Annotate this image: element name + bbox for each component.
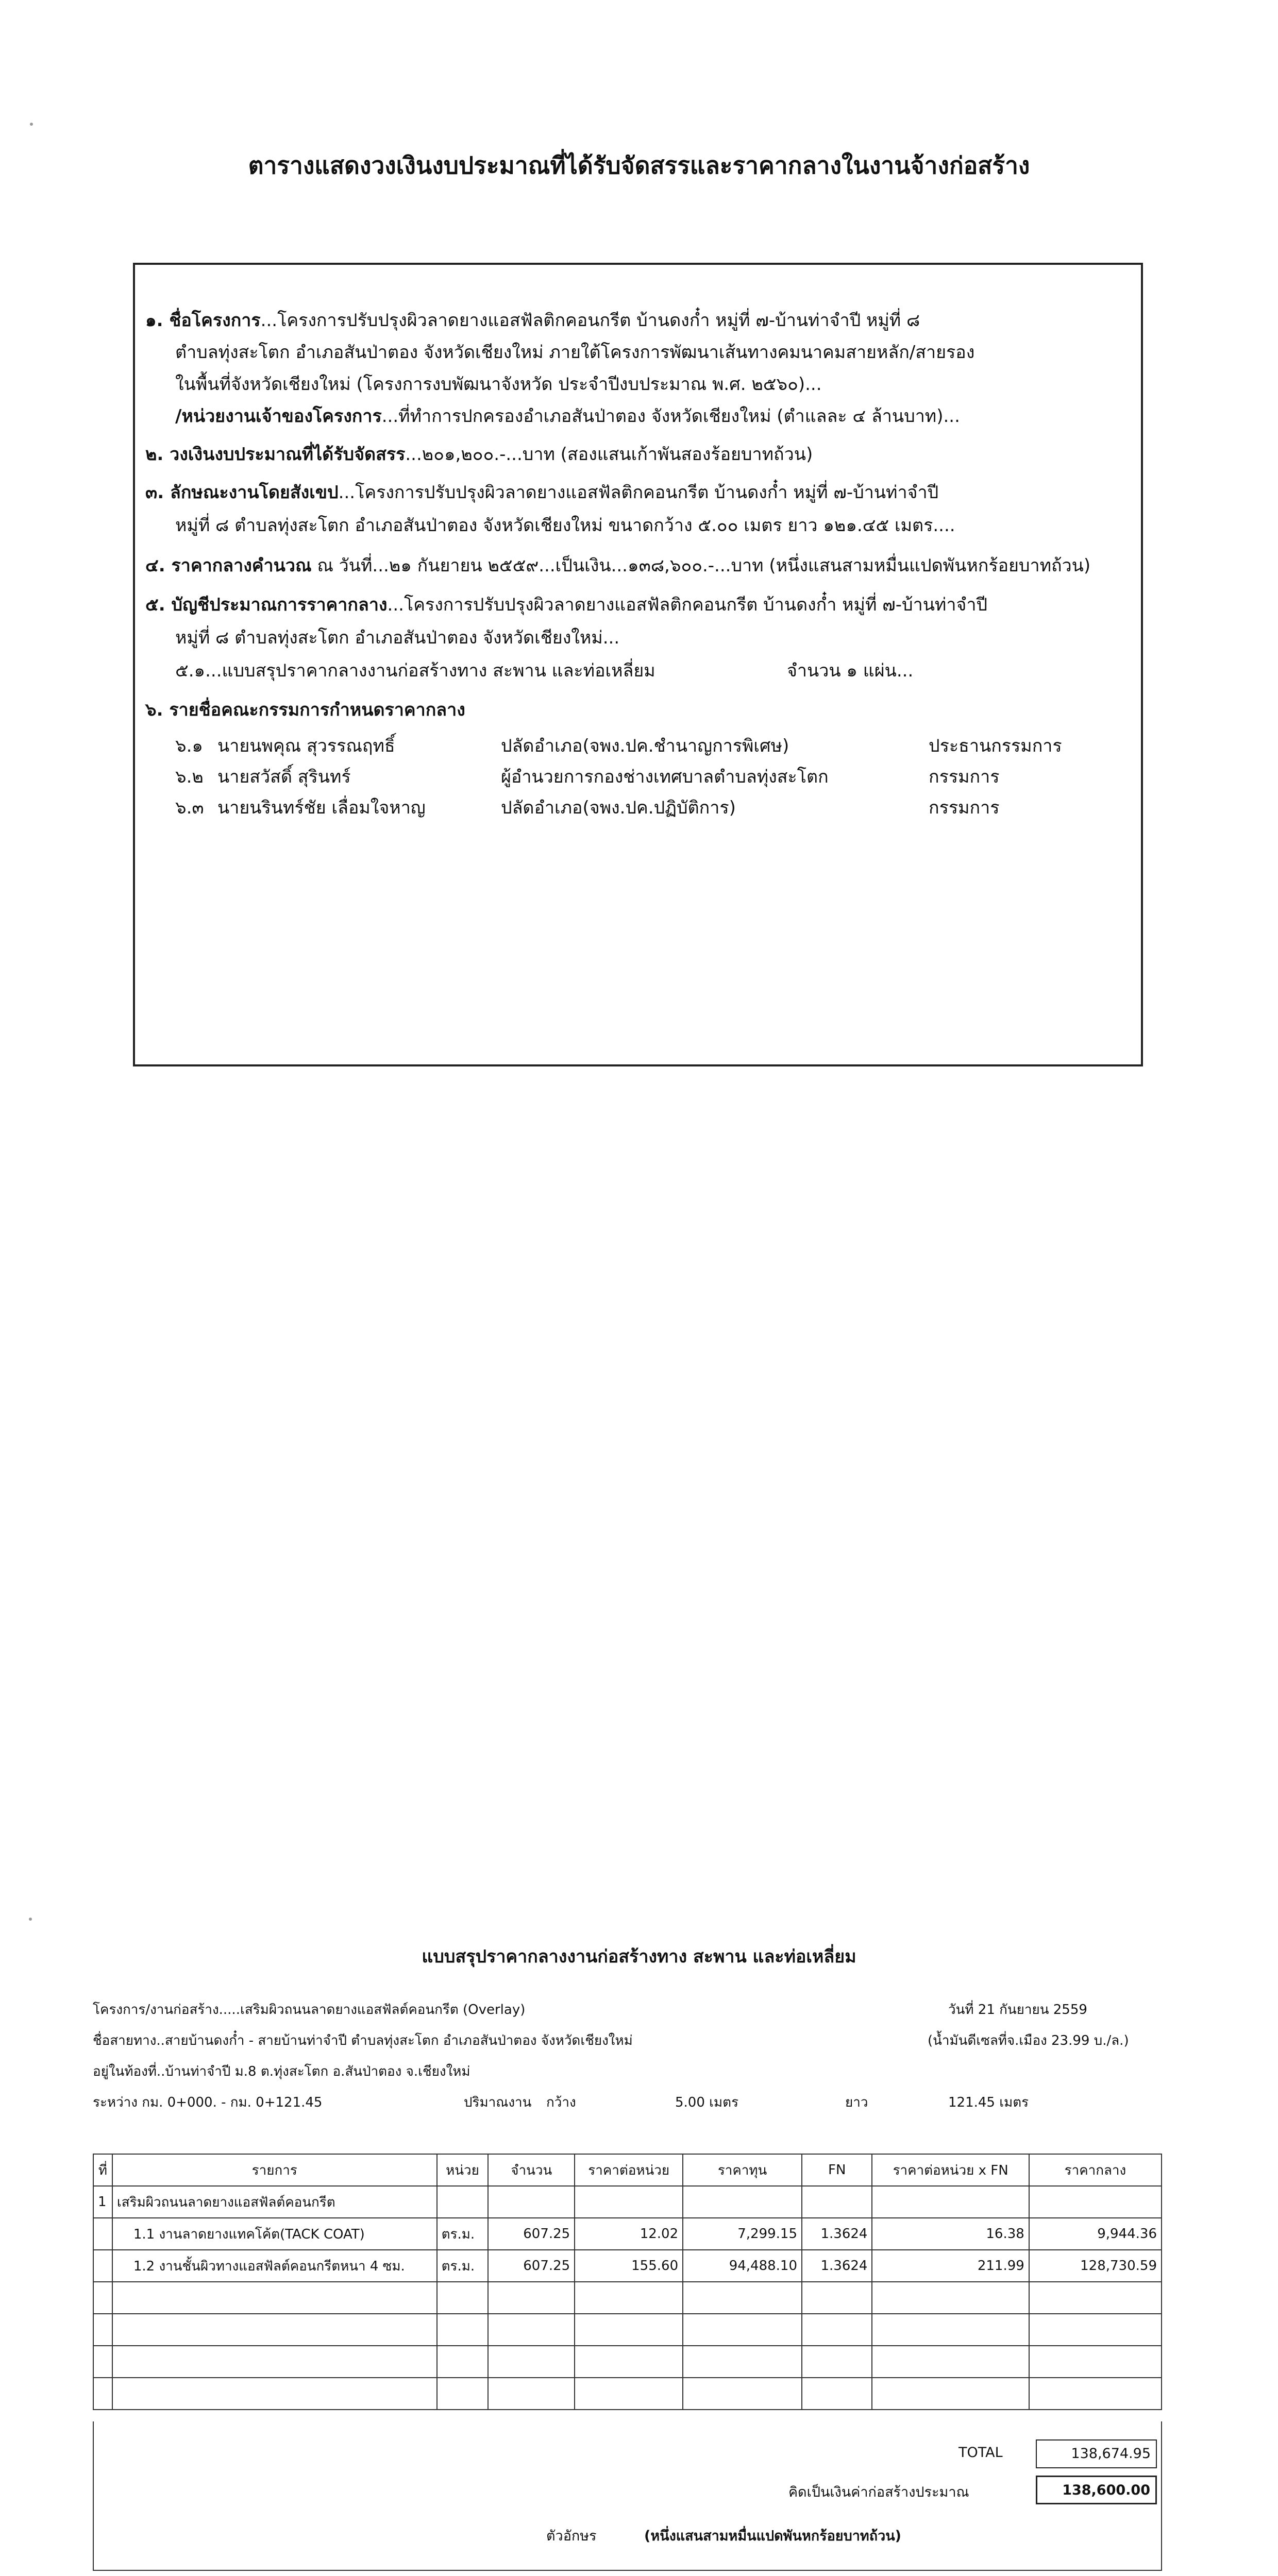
- col-price: ราคากลาง: [1029, 2154, 1162, 2186]
- item-name: 1.1 งานลาดยางแทคโค้ต(TACK COAT): [112, 2218, 437, 2250]
- length-value: 121.45 เมตร: [948, 2095, 1029, 2110]
- section-1-owner: [175, 402, 960, 430]
- table-row: [93, 2346, 1162, 2378]
- section-1: [145, 306, 920, 334]
- committee-position-3: ปลัดอำเภอ(จพง.ปค.ปฏิบัติการ): [501, 798, 736, 818]
- section-3-line1: ...โครงการปรับปรุงผิวลาดยางแอสฟัลติกคอนกรีต บ้านดงก๋ำ หมู่ที่ ๗-บ้านท่าจำปี: [338, 482, 939, 503]
- section-3: [145, 478, 938, 506]
- item-unit: ตร.ม.: [437, 2218, 489, 2250]
- section-5-line2: หมู่ที่ ๘ ตำบลทุ่งสะโตก อำเภอสันป่าตอง จังหวัดเชียงใหม่...: [175, 628, 620, 648]
- section-5-sub-qty: จำนวน ๑ แผ่น...: [787, 660, 914, 681]
- item-unit: ตร.ม.: [437, 2250, 489, 2282]
- table-row: [93, 2218, 1162, 2250]
- committee-no-2: ๖.๒: [175, 767, 204, 787]
- section-5: [145, 590, 987, 618]
- item-price: 9,944.36: [1029, 2218, 1162, 2250]
- owner-value: ...ที่ทำการปกครองอำเภอสันป่าตอง จังหวัดเชียงใหม่ (ตำแลละ ๔ ล้านบาท)...: [381, 406, 960, 427]
- words-value: (หนึ่งแสนสามหมื่นแปดพันหกร้อยบาทถ้วน): [644, 2528, 902, 2544]
- owner-label: /หน่วยงานเจ้าของโครงการ: [175, 406, 382, 427]
- section-2-label: ๒. วงเงินงบประมาณที่ได้รับจัดสรร: [145, 444, 406, 465]
- committee-role-3: กรรมการ: [929, 798, 1000, 818]
- item-unit-price: 155.60: [575, 2250, 683, 2282]
- page-title: ตารางแสดงวงเงินงบประมาณที่ได้รับจัดสรรและราคากลางในงานจ้างก่อสร้าง: [248, 151, 1030, 179]
- table-row: [93, 2250, 1162, 2282]
- committee-name-3: นายนรินทร์ชัย เลื่อมใจหาญ: [217, 798, 426, 818]
- item-fn: 1.3624: [802, 2250, 872, 2282]
- table-row: [93, 2314, 1162, 2346]
- route-line: ชื่อสายทาง..สายบ้านดงก๋ำ - สายบ้านท่าจำปี ตำบลทุ่งสะโตก อำเภอสันป่าตอง จังหวัดเชียงใหม่: [93, 2033, 633, 2048]
- width-label: กว้าง: [546, 2095, 576, 2110]
- table-row: [93, 2378, 1162, 2410]
- committee-role-2: กรรมการ: [929, 767, 1000, 787]
- col-cost: ราคาทุน: [683, 2154, 802, 2186]
- committee-position-1: ปลัดอำเภอ(จพง.ปค.ชำนาญการพิเศษ): [501, 736, 789, 756]
- group-name: เสริมผิวถนนลาดยางแอสฟัลต์คอนกรีต: [112, 2186, 437, 2218]
- table-row: [93, 2186, 1162, 2218]
- committee-role-1: ประธานกรรมการ: [929, 736, 1062, 756]
- committee-name-1: นายนพคุณ สุวรรณฤทธิ์: [217, 736, 395, 756]
- item-name: 1.2 งานชั้นผิวทางแอสฟัลต์คอนกรีตหนา 4 ซม.: [112, 2250, 437, 2282]
- item-qty: 607.25: [488, 2218, 575, 2250]
- qty-label: ปริมาณงาน: [464, 2095, 532, 2110]
- col-no: ที่: [93, 2154, 112, 2186]
- item-unit-price: 12.02: [575, 2218, 683, 2250]
- col-unit-price: ราคาต่อหน่วย: [575, 2154, 683, 2186]
- col-unit-fn: ราคาต่อหน่วย x FN: [872, 2154, 1029, 2186]
- committee-position-2: ผู้อำนวยการกองช่างเทศบาลตำบลทุ่งสะโตก: [501, 767, 829, 787]
- committee-no-3: ๖.๓: [175, 798, 204, 818]
- section-4: [145, 551, 1090, 579]
- col-qty: จำนวน: [488, 2154, 575, 2186]
- item-price: 128,730.59: [1029, 2250, 1162, 2282]
- words-label: ตัวอักษร: [546, 2528, 597, 2544]
- item-unit-fn: 16.38: [872, 2218, 1029, 2250]
- total-label: TOTAL: [959, 2445, 1003, 2461]
- total-section: [93, 2421, 1162, 2571]
- item-cost: 94,488.10: [683, 2250, 802, 2282]
- committee-no-1: ๖.๑: [175, 736, 203, 756]
- price-table: [93, 2154, 1162, 2410]
- table-row: [93, 2282, 1162, 2314]
- location-line: อยู่ในท้องที่..บ้านท่าจำปี ม.8 ต.ทุ่งสะโตก อ.สันป่าตอง จ.เชียงใหม่: [93, 2064, 470, 2079]
- item-cost: 7,299.15: [683, 2218, 802, 2250]
- width-value: 5.00 เมตร: [675, 2095, 739, 2110]
- table-header-row: [93, 2154, 1162, 2186]
- committee-name-2: นายสวัสดิ์ สุรินทร์: [217, 767, 351, 787]
- oil-price: (น้ำมันดีเซลที่จ.เมือง 23.99 บ./ล.): [928, 2033, 1129, 2048]
- section-5-sub: ๕.๑...แบบสรุปราคากลางงานก่อสร้างทาง สะพาน และท่อเหลี่ยม: [175, 660, 655, 681]
- section-4-value: ณ วันที่...๒๑ กันยายน ๒๕๕๙...เป็นเงิน...๑๓๘,๖๐๐.-...บาท (หนึ่งแสนสามหมื่นแปดพันหกร้อยบาทถ้วน): [311, 555, 1091, 576]
- section-2-value: ...๒๐๑,๒๐๐.-...บาท (สองแสนเก้าพันสองร้อยบาทถ้วน): [405, 444, 813, 465]
- item-qty: 607.25: [488, 2250, 575, 2282]
- col-unit: หน่วย: [437, 2154, 489, 2186]
- col-item: รายการ: [112, 2154, 437, 2186]
- length-label: ยาว: [845, 2095, 868, 2110]
- section-6-label: ๖. รายชื่อคณะกรรมการกำหนดราคากลาง: [145, 700, 465, 720]
- punch-hole-mark: [29, 1918, 32, 1921]
- section-1-line3: ในพื้นที่จังหวัดเชียงใหม่ (โครงการงบพัฒนาจังหวัด ประจำปีงบประมาณ พ.ศ. ๒๕๖๐)...: [175, 374, 822, 395]
- summary-box: [133, 263, 1143, 1066]
- form-date: วันที่ 21 กันยายน 2559: [948, 2002, 1087, 2018]
- section-4-label: ๔. ราคากลางคำนวณ: [145, 555, 312, 576]
- section-1-line2: ตำบลทุ่งสะโตก อำเภอสันป่าตอง จังหวัดเชียงใหม่ ภายใต้โครงการพัฒนาเส้นทางคมนาคมสายหลัก/สายรอง: [175, 342, 975, 363]
- total-value: 138,674.95: [1036, 2439, 1157, 2468]
- estimate-value: 138,600.00: [1036, 2476, 1157, 2504]
- project-line: โครงการ/งานก่อสร้าง.....เสริมผิวถนนลาดยางแอสฟัลต์คอนกรีต (Overlay): [93, 2002, 526, 2018]
- section-2: [145, 440, 813, 468]
- punch-hole-mark: [30, 123, 33, 126]
- section-3-line2: หมู่ที่ ๘ ตำบลทุ่งสะโตก อำเภอสันป่าตอง จังหวัดเชียงใหม่ ขนาดกว้าง ๕.๐๐ เมตร ยาว ๑๒๑.๔๕ เมตร....: [175, 515, 955, 536]
- group-no: 1: [93, 2186, 112, 2218]
- section-1-label: ๑. ชื่อโครงการ: [145, 310, 261, 331]
- section-1-line1: ...โครงการปรับปรุงผิวลาดยางแอสฟัลติกคอนกรีต บ้านดงก๋ำ หมู่ที่ ๗-บ้านท่าจำปี หมู่ที่ ๘: [260, 310, 920, 331]
- section-5-line1: ...โครงการปรับปรุงผิวลาดยางแอสฟัลติกคอนกรีต บ้านดงก๋ำ หมู่ที่ ๗-บ้านท่าจำปี: [387, 595, 988, 615]
- estimate-label: คิดเป็นเงินค่าก่อสร้างประมาณ: [788, 2484, 969, 2500]
- form-title: แบบสรุปราคากลางงานก่อสร้างทาง สะพาน และท่อเหลี่ยม: [422, 1946, 856, 1967]
- section-5-label: ๕. บัญชีประมาณการราคากลาง: [145, 595, 388, 615]
- distance-line: ระหว่าง กม. 0+000. - กม. 0+121.45: [93, 2095, 323, 2110]
- col-fn: FN: [802, 2154, 872, 2186]
- section-3-label: ๓. ลักษณะงานโดยสังเขป: [145, 482, 339, 503]
- item-fn: 1.3624: [802, 2218, 872, 2250]
- item-unit-fn: 211.99: [872, 2250, 1029, 2282]
